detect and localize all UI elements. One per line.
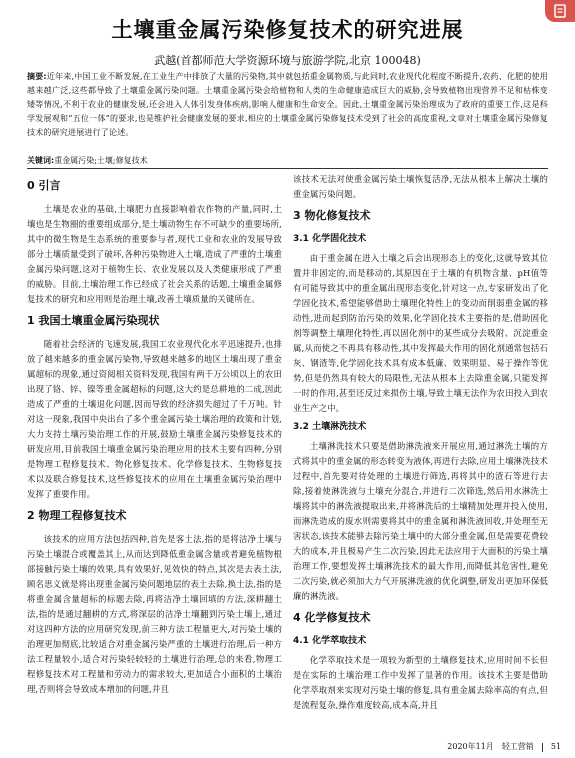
subsection-heading-extraction: 4.1 化学萃取技术 bbox=[293, 636, 367, 646]
paragraph: 土壤是农业的基础,土壤肥力直接影响着农作物的产量,同时,土壤也是生物圈的重要组成部分,是土壤动物生存不可缺少的重要场所,其中的微生物是生态系统的重要参与者,现代工业和农业的发展导致部分土壤质量受到了破坏,各种污染物进入土壤,造成了严重的土壤重金属污染问题,这对于植物生长、农业发展以及人类健康形成了严重的威胁。目前,土壤治理工作已经成了社会关系的话题,土壤重金属修复技术的研究和应用则是治理土壤,改善土壤质量的关键所在。 bbox=[27, 204, 282, 304]
keywords-text: 重金属污染;土壤;修复技术 bbox=[54, 156, 148, 165]
keywords bbox=[27, 155, 548, 167]
paragraph: 该技术的应用方法包括四种,首先是客土法,指的是将洁净土壤与污染土壤混合或覆盖其上,从而达到降低重金属含量或者避免植物根部接触污染土壤的效果,具有效果好,见效快的特点,其次是去表土法,顾名思义就是将出现重金属污染问题地层的表土去除,换土法,指的是将重金属含量超标的标题去除,再将洁净土壤回填的方法,深耕翻土法,指的是通过翻耕的方式,将深层的洁净土壤翻到污染土壤上,通过对这四种方法的应用研究发现,前三种方法工程量更大,对污染土壤的治理更加彻底,比较适合对重金属污染严重的土壤进行治理,后一种方法工程量较小,适合对污染轻较轻的土壤进行治理,总的来看,物理工程修复技术对工程量和劳动力的需求较大,更加适合小面积的土壤治理,否则将会导致成本增加的问题,并且 bbox=[27, 534, 282, 694]
paper-title: 土壤重金属污染修复技术的研究进展 bbox=[111, 18, 464, 42]
section-heading-physicochemical: 3 物化修复技术 bbox=[293, 209, 371, 222]
abstract-label: 摘要: bbox=[27, 72, 47, 81]
paragraph-continued: 该技术无法对使重金属污染土壤恢复活净,无法从根本上解决土壤的重金属污染问题。 bbox=[293, 174, 548, 199]
paragraph: 化学萃取技术是一项较为新型的土壤修复技术,应用时间不长但是在实际的土壤治理工作中发挥了显著的作用。该技术主要是借助化学萃取剂来实现对污染土壤的修复,具有重金属去除率高的有点,但是流程复杂,操作难度较高,成本高,并且 bbox=[293, 655, 548, 710]
footer-divider bbox=[542, 743, 543, 752]
journal-name: 轻工营销 bbox=[501, 742, 534, 751]
section-heading-status: 1 我国土壤重金属污染现状 bbox=[27, 314, 160, 327]
keywords-label: 关键词: bbox=[27, 156, 55, 165]
page-footer bbox=[447, 741, 561, 753]
page-number: 51 bbox=[550, 742, 561, 751]
paragraph: 由于重金属在进入土壤之后会出现形态上的变化,这就导致其位置并非固定的,而是移动的,其原因在于土壤的有机物含量、pH值等有可能导致其中的重金属出现形态变化,针对这一点,专家研发出了化学固化技术,希望能够借助土壤理化特性上的变动而削弱重金属的移动性,进而起到防治污染的效果,化学固化技术主要指的是,借助固化剂等调整土壤理化特性,再以固化剂中的某些成分去吸附、沉淀重金属,从而使之不再具有移动性,其中发挥最大作用的固化剂通常包括石灰、钢渣等,化学固化技术具有成本低廉、效果明显、易于操作等优势,但是仍然具有较大的局限性,无法从根本上去除重金属,只能发挥一时的作用,甚至还反过来损伤土壤,导致土壤无法作为农田投入到农业生产之中。 bbox=[293, 253, 548, 413]
abstract bbox=[27, 70, 548, 140]
section-heading-intro: 0 引言 bbox=[27, 179, 61, 192]
issue-date: 2020年11月 bbox=[447, 742, 494, 751]
paragraph: 土壤淋洗技术只要是借助淋洗液来开展应用,通过淋洗土壤的方式将其中的重金属的形态转变为液体,再进行去除,应用土壤淋洗技术过程中,首先要对待处理的土壤进行筛选,再将其中的渣石等进行去除,接着使淋洗液与土壤充分混合,并进行二次筛选,然后用水淋洗土壤将其中的淋洗液提取出来,并将淋洗后的土壤精加处理并投入使用,而淋洗造成的废水则需要将其中的重金属和淋洗液回收,并处理至无害状态,该技术能够去除污染土壤中的大部分重金属,但是需要花费较大的成本,并且极易产生二次污染,因此无法应用于大面积的污染土壤治理工作,要想发挥土壤淋洗技术的最大作用,而降低其危害性,避免二次污染,就必须加大力气开展淋洗液的优化调整,研发出更加环保低廉的淋洗液。 bbox=[293, 441, 548, 601]
section-heading-chemical: 4 化学修复技术 bbox=[293, 611, 371, 624]
author-line: 武越(首都师范大学资源环境与旅游学院,北京 100048) bbox=[154, 54, 421, 67]
paragraph: 随着社会经济的飞速发展,我国工农业现代化水平迅速提升,也排放了越来越多的重金属污染物,导致越来越多的地区土壤出现了重金属超标的现象,通过资阅相关资料发现,我国有两千万公顷以上的农田出现了铬、锌、镍等重金属超标的问题,这大约是总耕地的二成,因此造成了严重的土壤退化问题,因而导致的经济损失超过了千万吨。针对这一现象,我国中央出台了多个重金属污染土壤治理的政策和计划,大力支持土壤污染治理工作的开展,鼓励土壤重金属污染修复技术的研发应用,目前我国土壤重金属污染治理应用的技术主要有四种,分别是物理工程修复技术、物化修复技术、化学修复技术、生物修复技术以及联合修复技术,这些修复技术的应用在土壤重金属污染治理中发挥了重要作用。 bbox=[27, 339, 282, 499]
subsection-heading-solidification: 3.1 化学固化技术 bbox=[293, 234, 367, 244]
subsection-heading-washing: 3.2 土壤淋洗技术 bbox=[293, 422, 367, 432]
header-divider bbox=[27, 168, 548, 169]
column-right bbox=[293, 172, 548, 713]
abstract-text: 近年来,中国工业不断发展,在工业生产中排放了大量的污染物,其中就包括重金属物质,与此同时,农业现代化程度不断提升,农药、化肥的使用越来越广泛,这些都导致了土壤重金属污染问题。土壤重金属污染会给植物和人类的生命健康造成巨大的威胁,会导致植物出现营养不足和枯株变矮等情况,不利于农业的健康发展,还会进入人体引发身体疾病,影响人健康和生命安全。因此,土壤重金属污染治理成为了政府的重要工作,这是科学发展观和“五位一体”的要求,也是维护社会健康发展的要求,相应的土壤重金属污染修复技术受到了社会的高度重视,文章对土壤重金属污染修复技术的研究进展进行了论述。 bbox=[27, 72, 548, 137]
column-left bbox=[27, 172, 282, 697]
section-heading-physical: 2 物理工程修复技术 bbox=[27, 509, 127, 522]
